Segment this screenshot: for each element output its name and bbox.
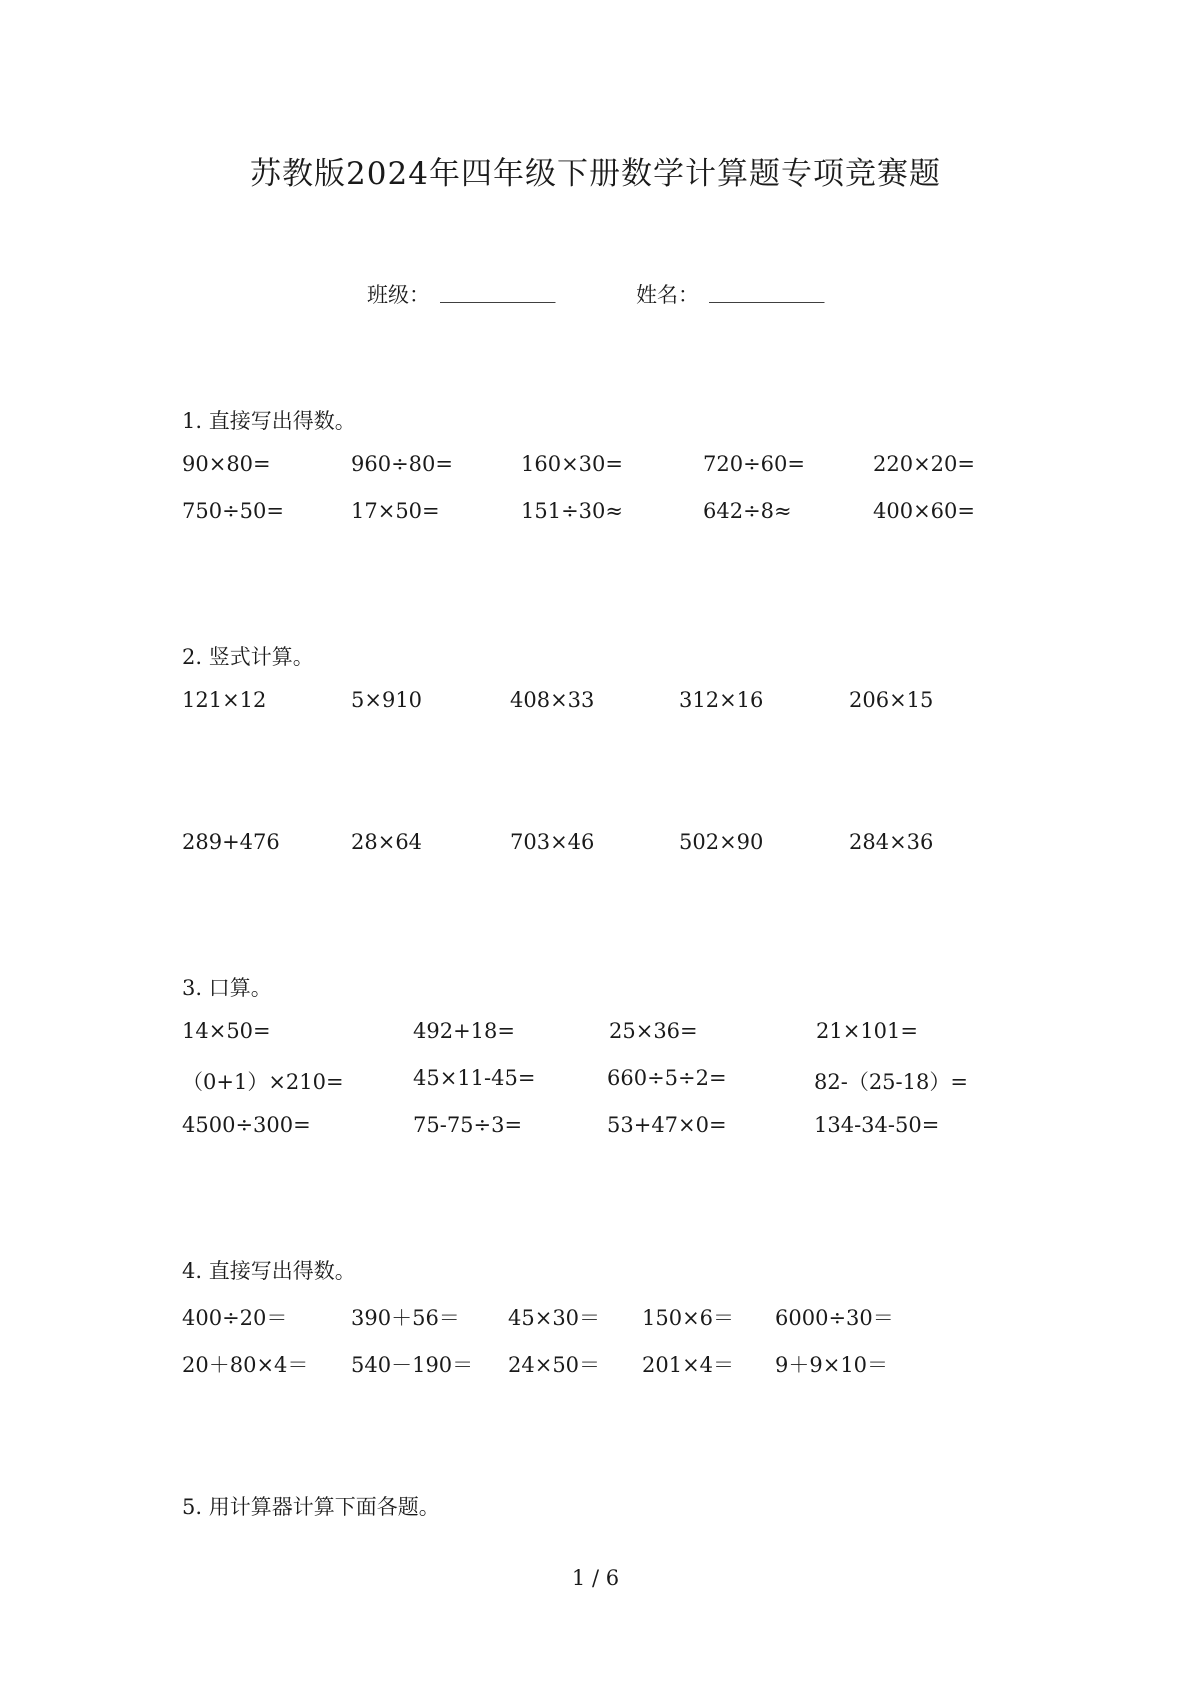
problem: 642÷8≈ [703, 499, 792, 523]
problem: 660÷5÷2= [607, 1066, 727, 1090]
section-4-heading: 4. 直接写出得数。 [182, 1259, 356, 1283]
problem: 20＋80×4＝ [182, 1353, 309, 1377]
problem: 492+18= [413, 1019, 515, 1043]
problem: 206×15 [849, 688, 934, 712]
problem: 28×64 [351, 830, 423, 854]
problem: 150×6＝ [642, 1306, 735, 1330]
section-1-heading: 1. 直接写出得数。 [182, 409, 356, 433]
problem: 25×36= [609, 1019, 698, 1043]
problem: 750÷50= [182, 499, 284, 523]
page-title: 苏教版2024年四年级下册数学计算题专项竞赛题 [250, 156, 941, 192]
name-blank[interactable]: ___________ [709, 279, 825, 303]
problem: 502×90 [679, 830, 764, 854]
problem: 17×50= [351, 499, 440, 523]
problem: 151÷30≈ [521, 499, 623, 523]
problem: 82-（25-18）= [814, 1070, 968, 1094]
problem: 24×50＝ [508, 1353, 601, 1377]
problem: 45×11-45= [413, 1066, 536, 1090]
problem: 720÷60= [703, 452, 805, 476]
problem: 53+47×0= [607, 1113, 727, 1137]
problem: 284×36 [849, 830, 934, 854]
problem: 45×30＝ [508, 1306, 601, 1330]
problem: 4500÷300= [182, 1113, 311, 1137]
problem: 90×80= [182, 452, 271, 476]
class-label: 班级： [367, 283, 430, 307]
problem: 703×46 [510, 830, 595, 854]
problem: 408×33 [510, 688, 595, 712]
problem: 400×60= [873, 499, 975, 523]
problem: 201×4＝ [642, 1353, 735, 1377]
problem: 220×20= [873, 452, 975, 476]
problem: 160×30= [521, 452, 623, 476]
problem: 390＋56＝ [351, 1306, 460, 1330]
problem: 400÷20＝ [182, 1306, 288, 1330]
problem: 540－190＝ [351, 1353, 474, 1377]
problem: 289+476 [182, 830, 280, 854]
section-5-heading: 5. 用计算器计算下面各题。 [182, 1495, 440, 1519]
section-3-heading: 3. 口算。 [182, 976, 272, 1000]
problem: 14×50= [182, 1019, 271, 1043]
problem: 121×12 [182, 688, 267, 712]
name-label: 姓名： [636, 283, 699, 307]
problem: 6000÷30＝ [775, 1306, 894, 1330]
problem: 134-34-50= [814, 1113, 940, 1137]
problem: （0+1）×210= [182, 1070, 344, 1094]
problem: 312×16 [679, 688, 764, 712]
class-blank[interactable]: ___________ [440, 279, 556, 303]
problem: 21×101= [816, 1019, 918, 1043]
section-2-heading: 2. 竖式计算。 [182, 645, 314, 669]
page-number: 1 / 6 [571, 1566, 620, 1590]
problem: 75-75÷3= [413, 1113, 523, 1137]
problem: 5×910 [351, 688, 423, 712]
problem: 9＋9×10＝ [775, 1353, 889, 1377]
problem: 960÷80= [351, 452, 453, 476]
